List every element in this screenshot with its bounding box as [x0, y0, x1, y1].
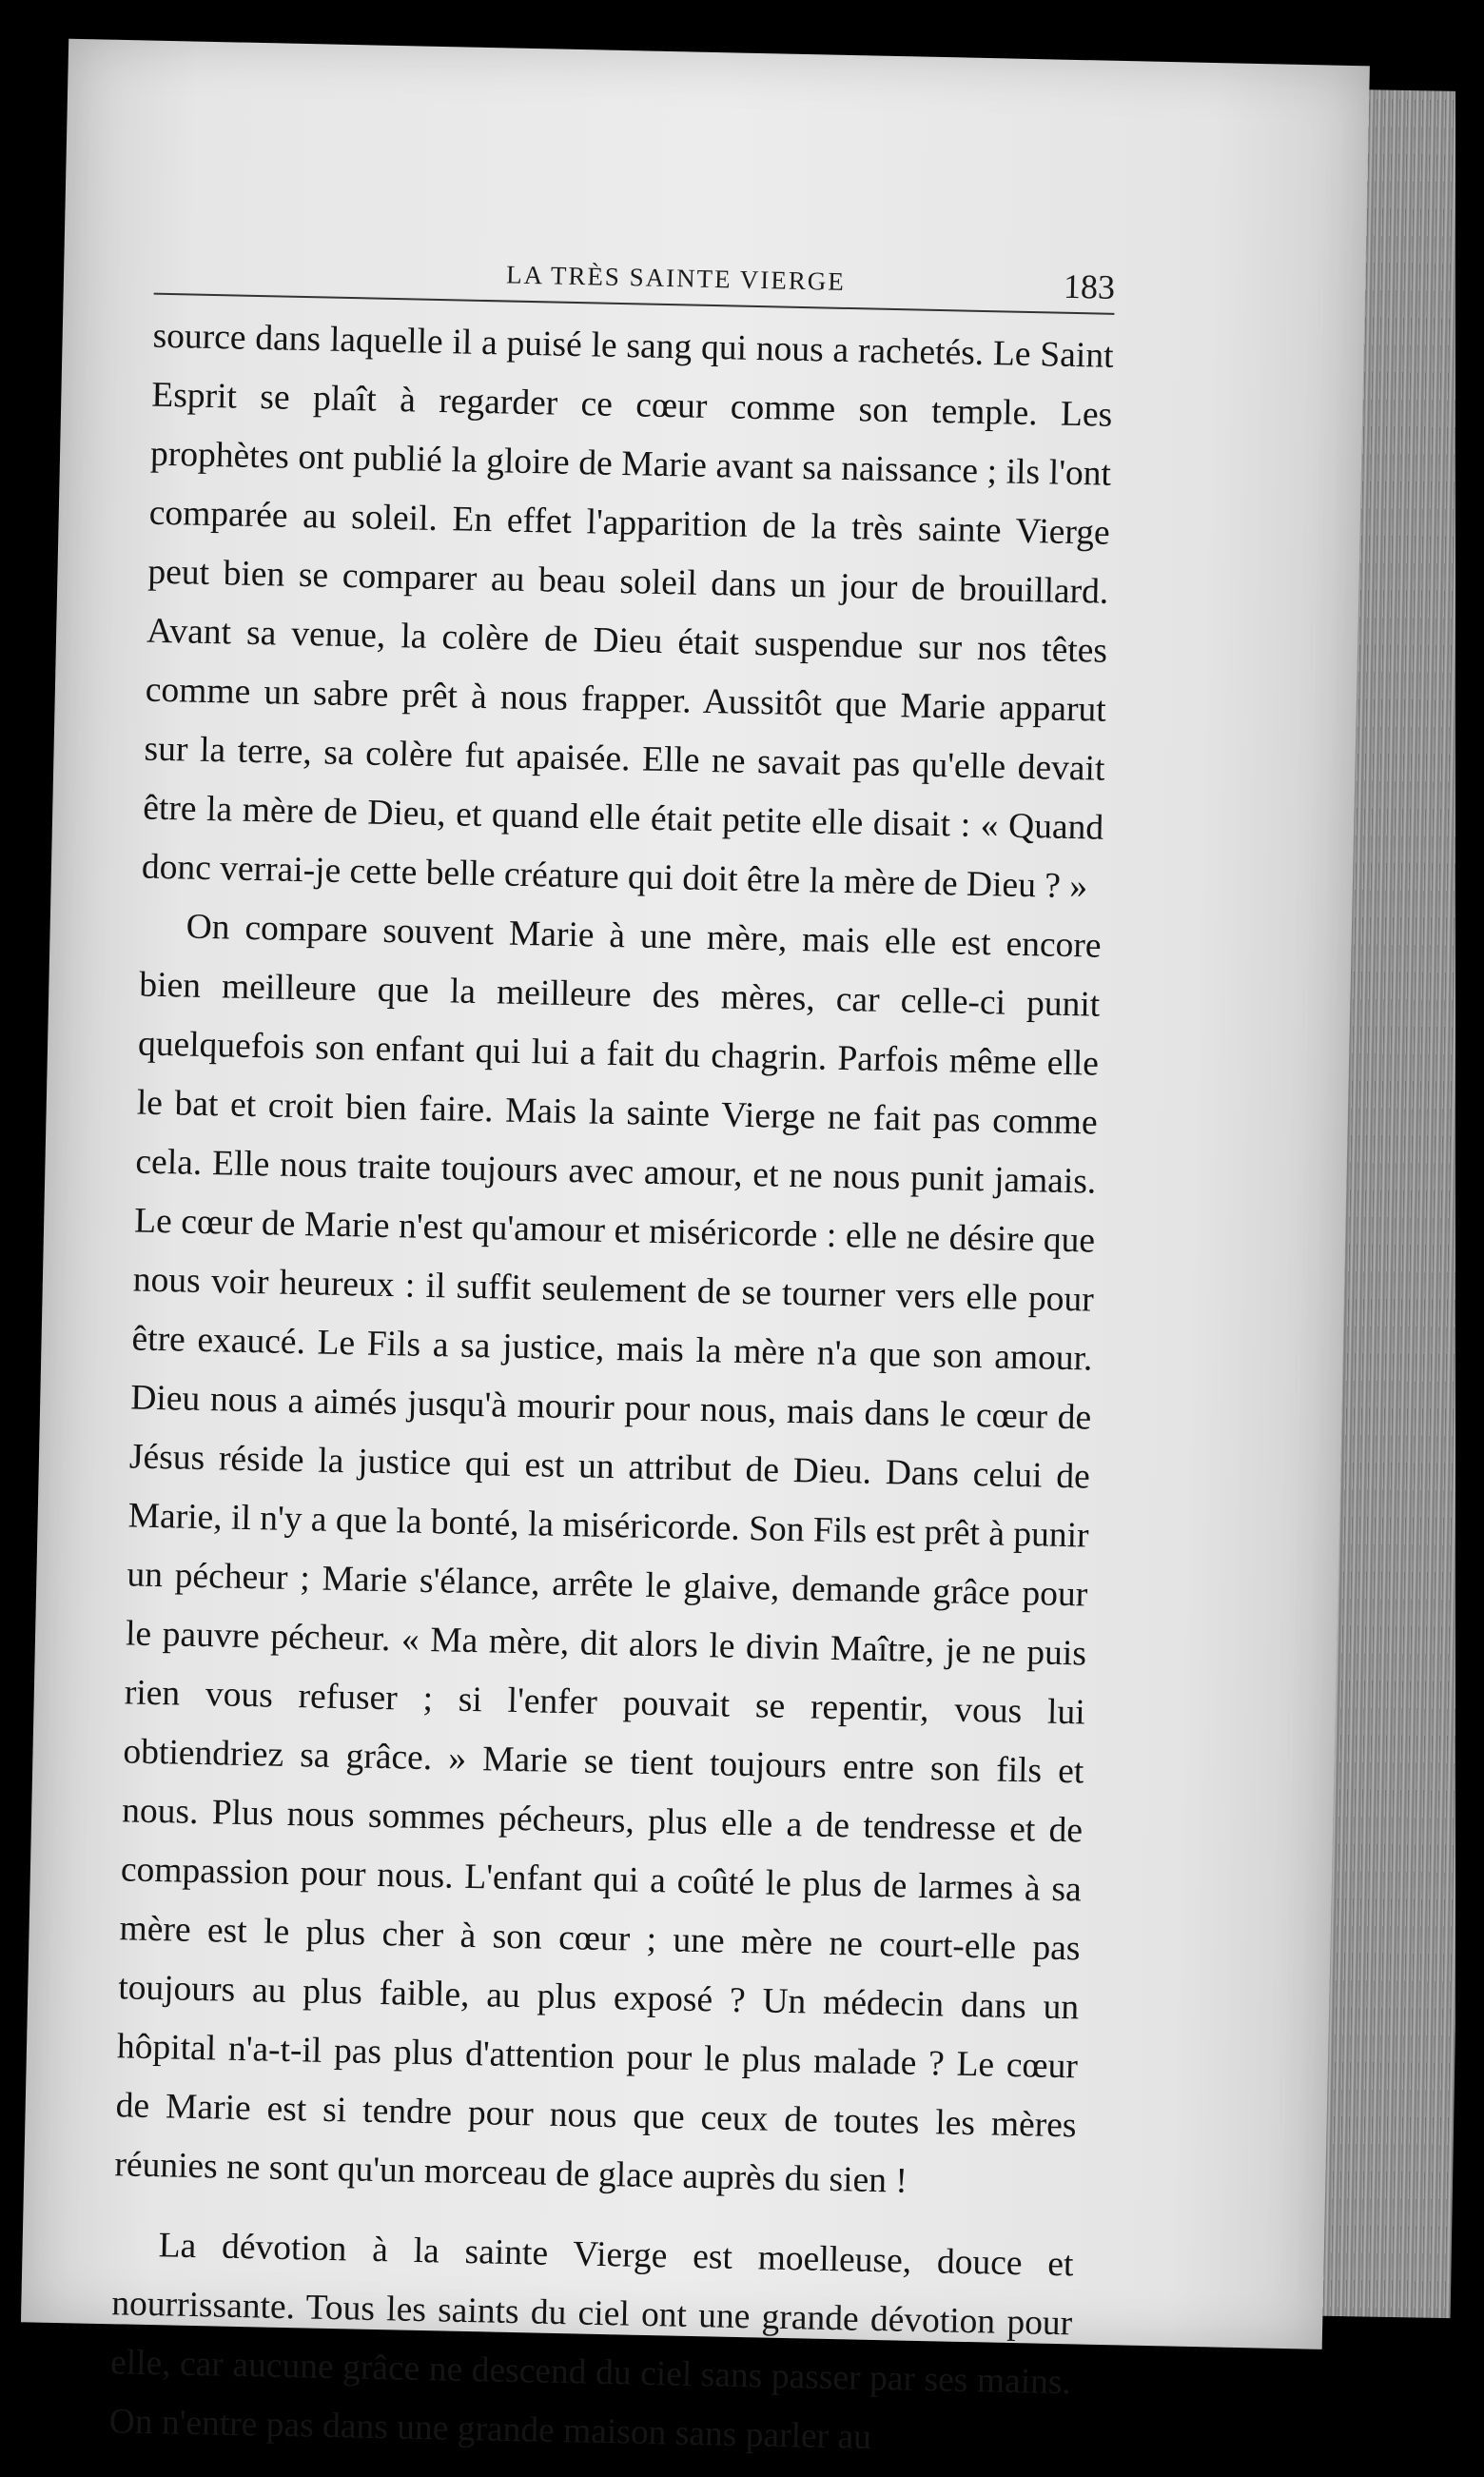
running-head: LA TRÈS SAINTE VIERGE	[505, 260, 847, 296]
paragraph: La dévotion à la sainte Vierge est moelleuse, douce et nourrissante. Tous les saints du ciel ont une grande dévotion pour elle, car aucune grâce ne descend du ciel sans passer par ses mains. On n'entre pas dans une grande maison sans parler au	[108, 2226, 1074, 2457]
page-number: 183	[1063, 266, 1116, 306]
paragraph-continued: source dans laquelle il a puisé le sang qui nous a rachetés. Le Saint Esprit se plaît à regarder ce cœur comme son temple. Les prophètes ont publié la gloire de Marie avant sa naissance ; ils l'ont comparée au soleil. En effet l'apparition de la très sainte Vierge peut bien se comparer au beau soleil dans un jour de brouillard. Avant sa venue, la colère de Dieu était suspendue sur nos têtes comme un sabre prêt à nous frapper. Aussitôt que Marie apparut sur la terre, sa colère fut apaisée. Elle ne savait pas qu'elle devait être la mère de Dieu, et quand elle était petite elle disait : « Quand donc verrai-je cette belle créature qui doit être la mère de Dieu ? »	[141, 316, 1114, 907]
paragraph: On compare souvent Marie à une mère, mais elle est encore bien meilleure que la meilleure des mères, car celle-ci punit quelquefois son enfant qui lui a fait du chagrin. Parfois même elle le bat et croit bien faire. Mais la sainte Vierge ne fait pas comme cela. Elle nous traite toujours avec amour, et ne nous punit jamais. Le cœur de Marie n'est qu'amour et miséricorde : elle ne désire que nous voir heureux : il suffit seulement de se tourner vers elle pour être exaucé. Le Fils a sa justice, mais la mère n'a que son amour. Dieu nous a aimés jusqu'à mourir pour nous, mais dans le cœur de Jésus réside la justice qui est un attribut de Dieu. Dans celui de Marie, il n'y a que la bonté, la miséricorde. Son Fils est prêt à punir un pécheur ; Marie s'élance, arrête le glaive, demande grâce pour le pauvre pécheur. « Ma mère, dit alors le divin Maître, je ne puis rien vous refuser ; si l'enfer pouvait se repentir, vous lui obtiendriez sa grâce. » Marie se tient toujours entre son fils et nous. Plus nous sommes pécheurs, plus elle a de tendresse et de compassion pour nous. L'enfant qui a coûté le plus de larmes à sa mère est le plus cher à son cœur ; une mère ne court-elle pas toujours au plus faible, au plus exposé ? Un médecin dans un hôpital n'a-t-il pas plus d'attention pour le plus malade ? Le cœur de Marie est si tendre pour nous que ceux de toutes les mères réunies ne sont qu'un morceau de glace auprès du sien !	[114, 907, 1102, 2201]
book-page	[21, 39, 1370, 2457]
page-header	[154, 226, 1116, 315]
scan-border	[1455, 0, 1484, 2406]
page-body	[108, 307, 1114, 2472]
